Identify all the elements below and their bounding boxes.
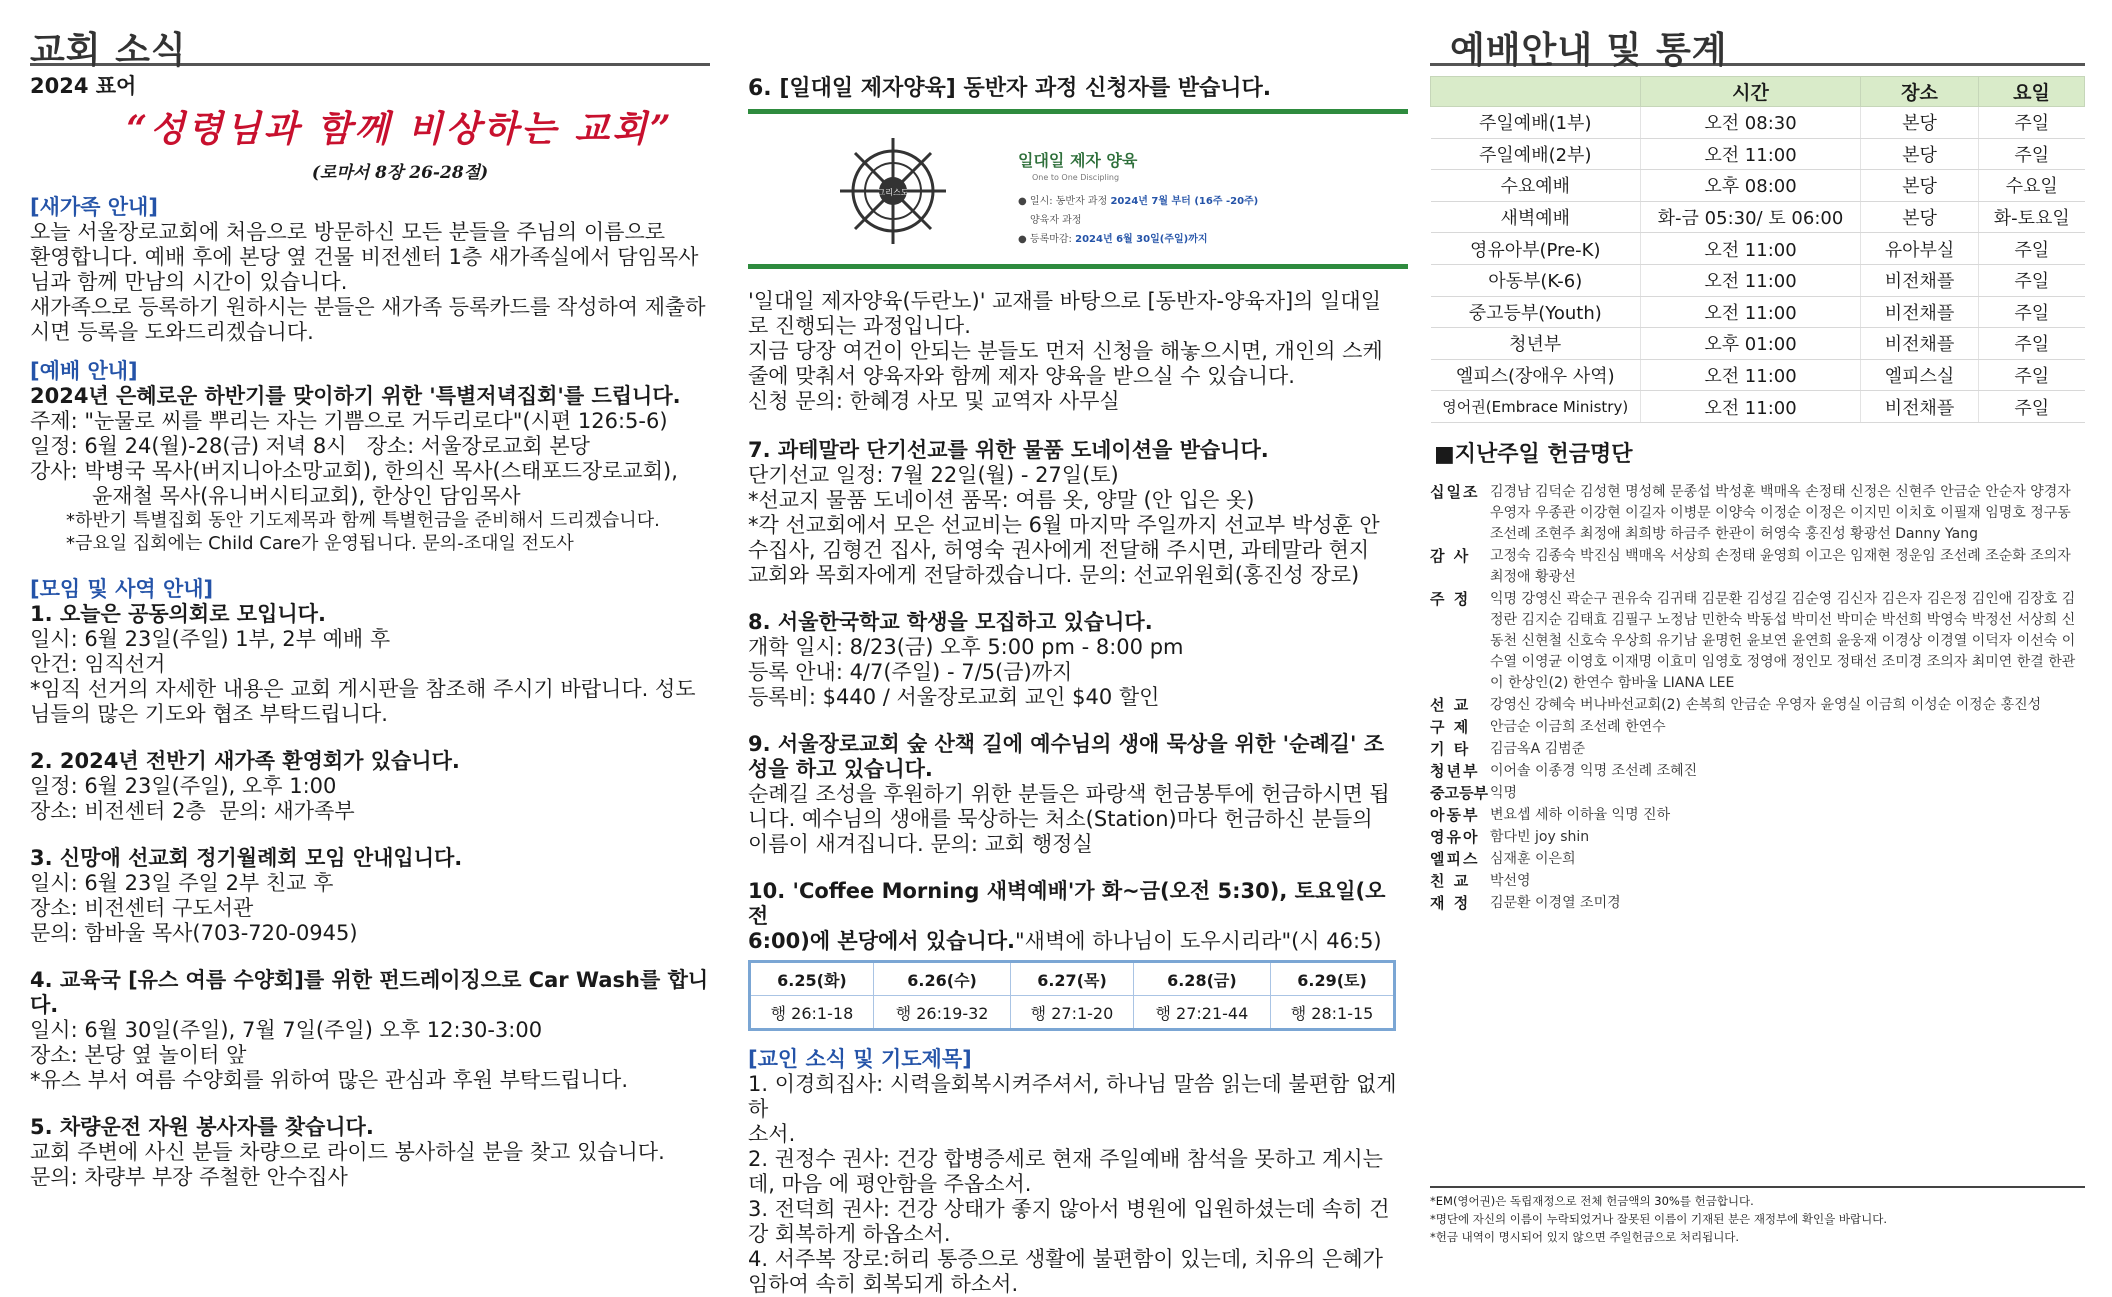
newcomer-line: 환영합니다. 예배 후에 본당 옆 건물 비전센터 1층 새가족실에서 담임목사 bbox=[30, 245, 699, 269]
prayer-line: 2. 권정수 권사: 건강 합병증세로 현재 주일예배 참석을 못하고 계시는 bbox=[748, 1147, 1383, 1171]
newcomer-line: 새가족으로 등록하기 원하시는 분들은 새가족 등록카드를 작성하여 제출하 bbox=[30, 295, 706, 319]
offering-category: 친 교 bbox=[1430, 871, 1471, 890]
offering-names: 고정숙 김종숙 박진심 백매옥 서상희 손정태 윤영희 이고은 임재현 정운임 조선례 조순화 조의자 최정애 황광선 bbox=[1490, 547, 2071, 585]
footnote: *EM(영어권)은 독립재정으로 전체 헌금액의 30%를 헌금합니다. bbox=[1430, 1194, 1754, 1208]
col-header: 요일 bbox=[1979, 77, 2085, 107]
service-row bbox=[1431, 233, 2085, 265]
item7-line: *각 선교회에서 모은 선교비는 6월 마지막 주일까지 선교부 박성훈 안 bbox=[748, 513, 1380, 537]
item-line: 님들의 많은 기도와 협조 부탁드립니다. bbox=[30, 702, 388, 726]
service-row bbox=[1431, 170, 2085, 202]
worship-line: 일정: 6월 24(월)-28(금) 저녁 8시 장소: 서울장로교회 본당 bbox=[30, 434, 590, 458]
banner-text bbox=[1018, 148, 1258, 249]
worship-line: 주제: "눈물로 씨를 뿌리는 자는 기쁨으로 거두리로다"(시편 126:5-6) bbox=[30, 409, 668, 433]
banner-line: ● 일시: 동반자 과정 2024년 7월 부터 (16주 -20주) bbox=[1018, 196, 1259, 207]
offering-names: 익명 bbox=[1490, 784, 1518, 801]
item-heading: 1. 오늘은 공동의회로 모입니다. bbox=[30, 602, 326, 626]
service-time: 오후 08:00 bbox=[1641, 170, 1861, 202]
wheel-center-label: 그리스도 bbox=[877, 188, 909, 197]
service-place: 비전채플 bbox=[1861, 264, 1979, 296]
prayer-title: [교인 소식 및 기도제목] bbox=[748, 1047, 972, 1071]
service-time: 오전 11:00 bbox=[1641, 138, 1861, 170]
banner-value: 2024년 6월 30일(주일)까지 bbox=[1075, 234, 1208, 245]
prayer-line: 1. 이경희집사: 시력을회복시켜주셔서, 하나님 말씀 읽는데 불편함 없게 하 bbox=[748, 1072, 1404, 1121]
service-day: 주일 bbox=[1979, 233, 2085, 265]
offering-names: 익명 강영신 곽순구 권유숙 김귀태 김문환 김성길 김순영 김신자 김은자 김은정 김인애 김장호 김정란 김지순 김태효 김필구 노정남 민한숙 박동섭 박미선 박미순 박선희 박영숙 박정선 서상희 신동천 신현철 신호숙 우상희 유기남 윤명헌 윤보연 윤연희 윤웅재 이경상 이경열 이덕자 이선숙 이수열 이영균 이영호 이재명 이효미 임영호 정영애 정인모 정태선 조미경 조의자 최미연 한결 한관이 한상인(2) 한연수 함바울 LIANA LEE bbox=[1490, 590, 2076, 691]
item8-heading: 8. 서울한국학교 학생을 모집하고 있습니다. bbox=[748, 610, 1153, 634]
service-time: 오전 11:00 bbox=[1641, 359, 1861, 391]
service-row bbox=[1431, 107, 2085, 139]
worship-stats-heading: 예배안내 및 통계 bbox=[1430, 0, 2085, 66]
service-time: 오후 01:00 bbox=[1641, 328, 1861, 360]
fellowship-item bbox=[30, 1115, 710, 1190]
offering-names: 변요셉 세하 이하율 익명 진하 bbox=[1490, 806, 1671, 823]
church-news-heading: 교회 소식 bbox=[30, 0, 710, 66]
reading-date: 6.26(수) bbox=[873, 962, 1010, 996]
offering-list-title: ■지난주일 헌금명단 bbox=[1434, 441, 1633, 467]
item10-heading bbox=[748, 879, 1398, 954]
offering-names: 박선영 bbox=[1490, 872, 1531, 889]
offering-names: 김문환 이경열 조미경 bbox=[1490, 894, 1621, 911]
offering-row bbox=[1430, 546, 2085, 588]
service-time: 오전 08:30 bbox=[1641, 107, 1861, 139]
offering-category: 엘피스 bbox=[1430, 849, 1480, 868]
fellowship-title: [모임 및 사역 안내] bbox=[30, 577, 214, 601]
item-line: 장소: 비전센터 구도서관 bbox=[30, 896, 254, 920]
offering-names: 강영신 강혜숙 버나바선교회(2) 손복희 안금순 우영자 윤영실 이금희 이성순 이정순 홍진성 bbox=[1490, 696, 2042, 713]
service-name: 아동부(K-6) bbox=[1431, 264, 1641, 296]
item-line: 일시: 6월 30일(주일), 7월 7일(주일) 오후 12:30-3:00 bbox=[30, 1018, 543, 1042]
item7-heading: 7. 과테말라 단기선교를 위한 물품 도네이션을 받습니다. bbox=[748, 438, 1269, 462]
item9-line: 이름이 새겨집니다. 문의: 교회 행정실 bbox=[748, 832, 1093, 856]
newcomer-line: 오늘 서울장로교회에 처음으로 방문하신 모든 분들을 주님의 이름으로 bbox=[30, 220, 666, 244]
banner-value: 2024년 7월 부터 (16주 -20주) bbox=[1110, 196, 1259, 207]
offering-row bbox=[1430, 761, 2085, 782]
col-header: 장소 bbox=[1861, 77, 1979, 107]
newcomer-title: [새가족 안내] bbox=[30, 195, 158, 219]
offering-row bbox=[1430, 717, 2085, 738]
item7-line: *선교지 물품 도네이션 품목: 여름 옷, 양말 (안 입은 옷) bbox=[748, 488, 1255, 512]
offering-category: 청년부 bbox=[1430, 761, 1480, 780]
service-day: 화-토요일 bbox=[1979, 201, 2085, 233]
right-column bbox=[1430, 0, 2085, 915]
service-day: 주일 bbox=[1979, 138, 2085, 170]
item6-line: 신청 문의: 한혜경 사모 및 교역자 사무실 bbox=[748, 389, 1120, 413]
reading-date: 6.28(금) bbox=[1133, 962, 1270, 996]
service-row bbox=[1431, 328, 2085, 360]
offering-row bbox=[1430, 827, 2085, 848]
service-place: 유아부실 bbox=[1861, 233, 1979, 265]
service-place: 비전채플 bbox=[1861, 328, 1979, 360]
service-name: 새벽예배 bbox=[1431, 201, 1641, 233]
offering-names: 안금순 이금희 조선례 한연수 bbox=[1490, 718, 1666, 735]
offering-row bbox=[1430, 893, 2085, 914]
item8-line: 등록 안내: 4/7(주일) - 7/5(금)까지 bbox=[748, 660, 1073, 684]
item6-heading: 6. [일대일 제자양육] 동반자 과정 신청자를 받습니다. bbox=[748, 76, 1272, 101]
reading-value-row bbox=[750, 996, 1395, 1030]
worship-note: *하반기 특별집회 동안 기도제목과 함께 특별헌금을 준비해서 드리겠습니다. bbox=[66, 510, 660, 531]
service-time: 화-금 05:30/ 토 06:00 bbox=[1641, 201, 1861, 233]
item-line: 장소: 본당 옆 놀이터 앞 bbox=[30, 1043, 247, 1067]
year-motto-label: 2024 표어 bbox=[30, 74, 137, 98]
offering-row bbox=[1430, 849, 2085, 870]
item8-line: 등록비: $440 / 서울장로교회 교인 $40 할인 bbox=[748, 685, 1160, 709]
service-row bbox=[1431, 359, 2085, 391]
reading-passage: 행 27:1-20 bbox=[1011, 996, 1133, 1030]
service-name: 수요예배 bbox=[1431, 170, 1641, 202]
offering-row bbox=[1430, 482, 2085, 545]
service-row bbox=[1431, 391, 2085, 423]
offering-names: 심재훈 이은희 bbox=[1490, 850, 1576, 867]
middle-column bbox=[748, 0, 1404, 1297]
reading-passage: 행 27:21-44 bbox=[1133, 996, 1270, 1030]
ship-wheel-icon bbox=[838, 136, 948, 246]
service-time: 오전 11:00 bbox=[1641, 264, 1861, 296]
offering-category: 구 제 bbox=[1430, 717, 1471, 736]
worship-line: 윤재철 목사(유니버시티교회), 한상인 담임목사 bbox=[92, 484, 521, 508]
prayer-line: 임하여 속히 회복되게 하소서. bbox=[748, 1272, 1019, 1296]
service-name: 주일예배(1부) bbox=[1431, 107, 1641, 139]
item-line: *유스 부서 여름 수양회를 위하여 많은 관심과 후원 부탁드립니다. bbox=[30, 1068, 629, 1092]
item-line: *임직 선거의 자세한 내용은 교회 게시판을 참조해 주시기 바랍니다. 성도 bbox=[30, 677, 696, 701]
item10-heading-verse: "새벽에 하나님이 도우시리라"(시 46:5) bbox=[1015, 929, 1382, 953]
service-place: 비전채플 bbox=[1861, 296, 1979, 328]
offering-row bbox=[1430, 589, 2085, 694]
item-line: 일정: 6월 23일(주일), 오후 1:00 bbox=[30, 774, 337, 798]
banner-label: 등록마감: bbox=[1029, 234, 1072, 245]
offering-category: 십일조 bbox=[1430, 482, 1480, 501]
offering-category: 주 정 bbox=[1430, 589, 1471, 608]
service-place: 본당 bbox=[1861, 107, 1979, 139]
service-row bbox=[1431, 201, 2085, 233]
service-place: 본당 bbox=[1861, 201, 1979, 233]
item-heading: 2. 2024년 전반기 새가족 환영회가 있습니다. bbox=[30, 749, 460, 773]
offering-row bbox=[1430, 739, 2085, 760]
offering-list bbox=[1430, 482, 2085, 914]
service-day: 주일 bbox=[1979, 328, 2085, 360]
offering-row bbox=[1430, 805, 2085, 826]
item6-line: 로 진행되는 과정입니다. bbox=[748, 314, 971, 338]
banner-line: ● 등록마감: 2024년 6월 30일(주일)까지 bbox=[1018, 234, 1208, 245]
item6-line: 지금 당장 여건이 안되는 분들도 먼저 신청을 해놓으시면, 개인의 스케 bbox=[748, 339, 1383, 363]
banner-title: 일대일 제자 양육 bbox=[1018, 151, 1138, 170]
banner-subtitle: One to One Discipling bbox=[1032, 173, 1120, 182]
reading-header-row bbox=[750, 962, 1395, 996]
item-line: 일시: 6월 23일 주일 2부 친교 후 bbox=[30, 871, 334, 895]
service-row bbox=[1431, 138, 2085, 170]
offering-category: 재 정 bbox=[1430, 893, 1471, 912]
service-name: 영어권(Embrace Ministry) bbox=[1431, 391, 1641, 423]
fellowship-item bbox=[30, 749, 710, 824]
prayer-line: 강 회복하게 하옵소서. bbox=[748, 1222, 951, 1246]
item9-line: 니다. 예수님의 생애를 묵상하는 처소(Station)마다 헌금하신 분들의 bbox=[748, 807, 1373, 831]
offering-category: 선 교 bbox=[1430, 695, 1471, 714]
item-line: 교회 주변에 사신 분들 차량으로 라이드 봉사하실 분을 찾고 있습니다. bbox=[30, 1140, 665, 1164]
item-heading: 3. 신망애 선교회 정기월례회 모임 안내입니다. bbox=[30, 846, 463, 870]
fellowship-item bbox=[30, 846, 710, 946]
service-day: 수요일 bbox=[1979, 170, 2085, 202]
banner-line: 양육자 과정 bbox=[1030, 215, 1082, 226]
offering-category: 영유아 bbox=[1430, 827, 1480, 846]
service-name: 주일예배(2부) bbox=[1431, 138, 1641, 170]
footnote: *명단에 자신의 이름이 누락되었거나 잘못된 이름이 기재된 분은 재정부에 확인을 바랍니다. bbox=[1430, 1212, 1887, 1226]
footnotes bbox=[1430, 1186, 2085, 1246]
newcomer-line: 님과 함께 만남의 시간이 있습니다. bbox=[30, 270, 348, 294]
service-day: 주일 bbox=[1979, 296, 2085, 328]
fellowship-item bbox=[30, 602, 710, 727]
service-row bbox=[1431, 296, 2085, 328]
newcomer-body bbox=[30, 220, 710, 345]
item8-line: 개학 일시: 8/23(금) 오후 5:00 pm - 8:00 pm bbox=[748, 635, 1184, 659]
reading-passage: 행 26:1-18 bbox=[750, 996, 874, 1030]
service-day: 주일 bbox=[1979, 359, 2085, 391]
item6-line: 줄에 맞춰서 양육자와 함께 제자 양육을 받으실 수 있습니다. bbox=[748, 364, 1295, 388]
banner-label: 일시: 동반자 과정 bbox=[1029, 196, 1108, 207]
newcomer-line: 시면 등록을 도와드리겠습니다. bbox=[30, 320, 314, 344]
prayer-line: 3. 전덕희 권사: 건강 상태가 좋지 않아서 병원에 입원하셨는데 속히 건 bbox=[748, 1197, 1390, 1221]
item7-line: 단기선교 일정: 7월 22일(월) - 27일(토) bbox=[748, 463, 1119, 487]
reading-date: 6.27(목) bbox=[1011, 962, 1133, 996]
service-row bbox=[1431, 264, 2085, 296]
footnote: *헌금 내역이 명시되어 있지 않으면 주일헌금으로 처리됩니다. bbox=[1430, 1230, 1740, 1244]
item9-line: 순례길 조성을 후원하기 위한 분들은 파랑색 헌금봉투에 헌금하시면 됩 bbox=[748, 782, 1390, 806]
prayer-line: 소서. bbox=[748, 1122, 796, 1146]
worship-headline: 2024년 은혜로운 하반기를 맞이하기 위한 '특별저녁집회'를 드립니다. bbox=[30, 384, 681, 408]
offering-names: 김경남 김덕순 김성현 명성혜 문종섭 박성훈 백매옥 손정태 신정은 신현주 안금순 안순자 양경자 우영자 우종관 이강현 이길자 이병문 이양숙 이정순 이정은 이지민 이치호 이필재 임명호 정구동 조선례 조현주 최정애 최희방 하금주 한관이 허영숙 홍진성 황광선 Danny Yang bbox=[1490, 483, 2071, 542]
item10-heading-bold: 10. 'Coffee Morning 새벽예배'가 화~금(오전 5:30), 토요일(오전 6:00)에 본당에서 있습니다. bbox=[748, 879, 1386, 953]
service-name: 엘피스(장애우 사역) bbox=[1431, 359, 1641, 391]
offering-names: 함다빈 joy shin bbox=[1490, 828, 1590, 845]
service-day: 주일 bbox=[1979, 107, 2085, 139]
left-column bbox=[30, 0, 710, 1190]
col-header bbox=[1431, 77, 1641, 107]
item-line: 안건: 임직선거 bbox=[30, 652, 166, 676]
service-day: 주일 bbox=[1979, 391, 2085, 423]
service-name: 영유아부(Pre-K) bbox=[1431, 233, 1641, 265]
item7-line: 수집사, 김형건 집사, 허영숙 권사에게 전달해 주시면, 과테말라 현지 bbox=[748, 538, 1370, 562]
service-time: 오전 11:00 bbox=[1641, 391, 1861, 423]
item7-line: 교회와 목회자에게 전달하겠습니다. 문의: 선교위원회(홍진성 장로) bbox=[748, 563, 1360, 587]
service-place: 엘피스실 bbox=[1861, 359, 1979, 391]
service-place: 본당 bbox=[1861, 138, 1979, 170]
reading-passage: 행 28:1-15 bbox=[1271, 996, 1395, 1030]
prayer-line: 데, 마음 에 평안함을 주옵소서. bbox=[748, 1172, 1032, 1196]
service-schedule-table bbox=[1430, 76, 2085, 423]
bible-reading-table bbox=[748, 960, 1396, 1031]
col-header: 시간 bbox=[1641, 77, 1861, 107]
worship-line: 강사: 박병국 목사(버지니아소망교회), 한의신 목사(스태포드장로교회), bbox=[30, 459, 678, 483]
prayer-line: 4. 서주복 장로:허리 통증으로 생활에 불편함이 있는데, 치유의 은혜가 bbox=[748, 1247, 1383, 1271]
offering-category: 아동부 bbox=[1430, 805, 1480, 824]
offering-category: 감 사 bbox=[1430, 546, 1471, 565]
item-line: 문의: 차량부 부장 주철한 안수집사 bbox=[30, 1165, 348, 1189]
offering-row bbox=[1430, 871, 2085, 892]
service-time: 오전 11:00 bbox=[1641, 233, 1861, 265]
offering-row bbox=[1430, 695, 2085, 716]
service-day: 주일 bbox=[1979, 264, 2085, 296]
service-name: 중고등부(Youth) bbox=[1431, 296, 1641, 328]
service-place: 본당 bbox=[1861, 170, 1979, 202]
item-line: 일시: 6월 23일(주일) 1부, 2부 예배 후 bbox=[30, 627, 391, 651]
offering-names: 김금옥A 김범준 bbox=[1490, 740, 1586, 757]
offering-row bbox=[1430, 783, 2085, 804]
item-heading: 4. 교육국 [유스 여름 수양회]를 위한 펀드레이징으로 Car Wash를 합니 다. bbox=[30, 968, 709, 1017]
item6-line: '일대일 제자양육(두란노)' 교재를 바탕으로 [동반자-양육자]의 일대일 bbox=[748, 289, 1381, 313]
service-place: 비전채플 bbox=[1861, 391, 1979, 423]
reading-date: 6.25(화) bbox=[750, 962, 874, 996]
offering-category: 중고등부 bbox=[1430, 783, 1488, 802]
item9-heading: 9. 서울장로교회 숲 산책 길에 예수님의 생애 묵상을 위한 '순례길' 조 성을 하고 있습니다. bbox=[748, 732, 1384, 781]
item-heading: 5. 차량운전 자원 봉사자를 찾습니다. bbox=[30, 1115, 374, 1139]
worship-note: *금요일 집회에는 Child Care가 운영됩니다. 문의-조대일 전도사 bbox=[66, 533, 574, 554]
motto-reference: (로마서 8장 26-28절) bbox=[311, 163, 489, 183]
worship-title: [예배 안내] bbox=[30, 359, 138, 383]
fellowship-item bbox=[30, 968, 710, 1093]
reading-date: 6.29(토) bbox=[1271, 962, 1395, 996]
offering-category: 기 타 bbox=[1430, 739, 1471, 758]
service-time: 오전 11:00 bbox=[1641, 296, 1861, 328]
service-name: 청년부 bbox=[1431, 328, 1641, 360]
year-motto: “성령님과 함께 비상하는 교회” bbox=[126, 108, 674, 150]
item-line: 문의: 함바울 목사(703-720-0945) bbox=[30, 921, 358, 945]
reading-passage: 행 26:19-32 bbox=[873, 996, 1010, 1030]
offering-names: 이어솔 이종경 익명 조선례 조혜진 bbox=[1490, 762, 1698, 779]
item-line: 장소: 비전센터 2층 문의: 새가족부 bbox=[30, 799, 355, 823]
service-table-header bbox=[1431, 77, 2085, 107]
discipleship-banner bbox=[748, 109, 1408, 269]
